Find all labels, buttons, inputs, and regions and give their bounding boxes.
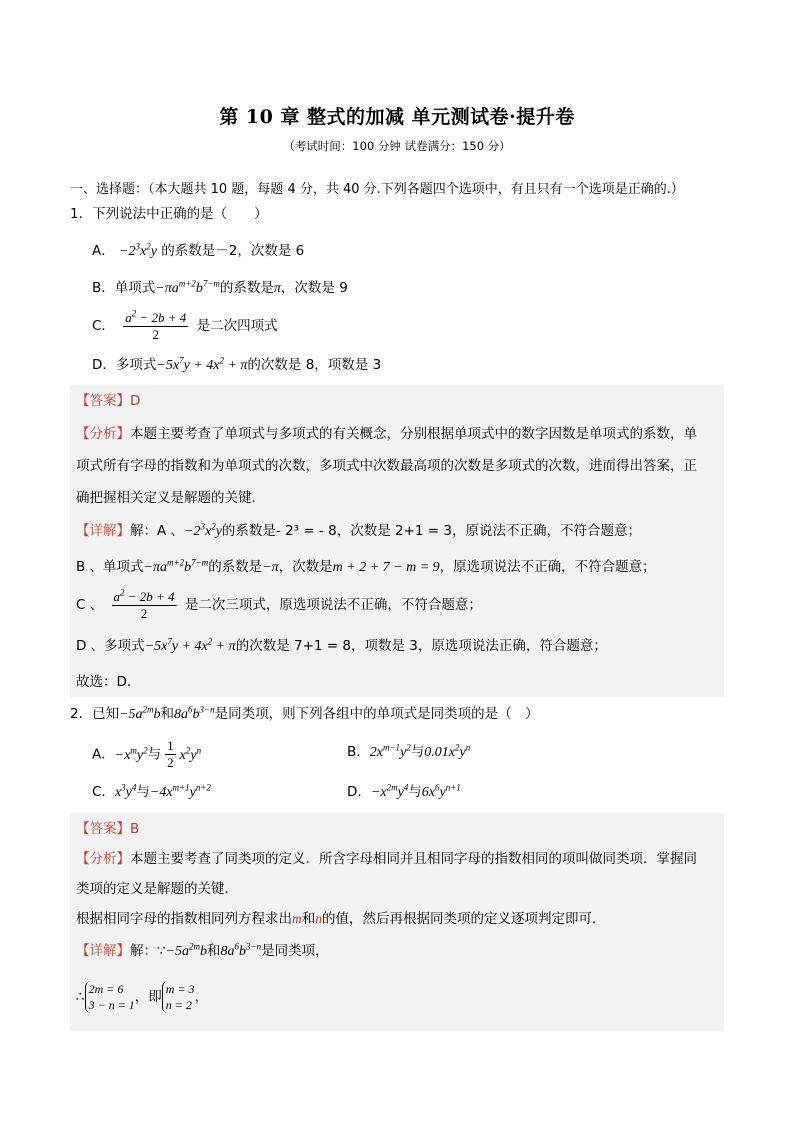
question-1-option-a: A． $-2^3x^2y$ 的系数是－2，次数是 6 (92, 241, 305, 259)
page-title: 第 10 章 整式的加减 单元测试卷·提升卷 (219, 106, 575, 128)
question-2-stem: 2．已知$-5a^{2m}b$和$8a^6b^{3-n}$是同类项，则下列各组中的单项式是同类项的是（ ） (70, 704, 539, 722)
formula: $-2^3x^2y$ (119, 241, 157, 259)
equation-system: 2m = 6 3 − n = 1 (85, 981, 135, 1013)
analysis-line-3: 根据相同字母的指数相同列方程求出m和n的值，然后再根据同类项的定义逐项判定即可． (76, 911, 606, 927)
answer-line: 【答案】D (76, 393, 141, 409)
question-1-option-c: C． $\frac{a^2 - 2b + 4}{2}$ 是二次四项式 (92, 308, 278, 342)
question-1-solution-box (70, 385, 724, 697)
question-2-option-a: A．$-x^my^2$与 $\frac{1}{2}$ $x^2y^n$ (92, 738, 202, 770)
formula: $-\pi a^{m+2}b^{7-m}$ (155, 278, 220, 296)
fraction: $\frac{a^2 - 2b + 4}{2}$ (113, 587, 175, 621)
solution-system: m = 3 n = 2 (162, 981, 195, 1013)
analysis-line-3: 确把握相关定义是解题的关键． (76, 490, 265, 506)
detail-line-c: C 、 $\frac{a^2 - 2b + 4}{2}$ 是二次三项式，原选项说法不正确，不符合题意； (76, 587, 482, 621)
detail-line-1: 【详解】解：$\because-5a^{2m}b$和$8a^6b^{3-n}$是同类项， (76, 941, 329, 959)
analysis-line-1: 【分析】本题主要考查了单项式与多项式的有关概念，分别根据单项式中的数字因数是单项式的系数，单 (76, 426, 697, 442)
section-heading: 一、选择题：（本大题共 10 题，每题 4 分，共 40 分.下列各题四个选项中，有且只有一个选项是正确的.） (70, 182, 684, 197)
answer-line: 【答案】B (76, 821, 140, 837)
question-1-option-b: B．单项式$-\pi a^{m+2}b^{7-m}$的系数是π，次数是 9 (92, 278, 348, 296)
analysis-line-2: 类项的定义是解题的关键． (76, 881, 238, 897)
question-2-option-d: D．$-x^{2m}y^4$与$6x^6y^{n+1}$ (347, 782, 461, 800)
analysis-line-2: 项式所有字母的指数和为单项式的次数，多项式中次数最高项的次数是多项式的次数，进而得出答案，正 (76, 458, 697, 474)
question-2-option-c: C．$x^3y^4$与$-4x^{m+1}y^{n+2}$ (92, 782, 211, 800)
detail-line-d: D 、多项式$-5x^7y + 4x^2 + \pi$的次数是 7+1 = 8，项数是 3，原选项说法正确，符合题意； (76, 636, 607, 654)
question-2-option-b: B．$2x^{m-1}y^2$与$0.01x^2y^n$ (347, 742, 471, 760)
exam-info: （考试时间：100 分钟 试卷满分：150 分） (283, 139, 511, 153)
detail-line-b: B 、单项式$-\pi a^{m+2}b^{7-m}$的系数是−π，次数是m + 2 + 7 − m = 9，原选项说法不正确，不符合题意； (76, 557, 656, 575)
formula: $-5x^7y + 4x^2 + \pi$ (156, 355, 248, 373)
question-2-solution-box (70, 813, 724, 1031)
conclusion-line: 故选：D． (76, 674, 141, 690)
question-1-option-d: D．多项式$-5x^7y + 4x^2 + \pi$的次数是 8，项数是 3 (92, 355, 382, 373)
equation-system-line: ∴ 2m = 6 3 − n = 1，即 m = 3 n = 2 ， (76, 982, 209, 1012)
fraction: $\frac{a^2 - 2b + 4}{2}$ (125, 308, 187, 342)
detail-line-a: 【详解】解：A 、$-2^3x^2y$的系数是- 2³ = - 8，次数是 2+1 = 3，原说法不正确，不符合题意； (76, 521, 641, 539)
question-1-stem: 1．下列说法中正确的是（ ） (70, 206, 268, 222)
analysis-line-1: 【分析】本题主要考查了同类项的定义．所含字母相同并且相同字母的指数相同的项叫做同类项．掌握同 (76, 851, 697, 867)
